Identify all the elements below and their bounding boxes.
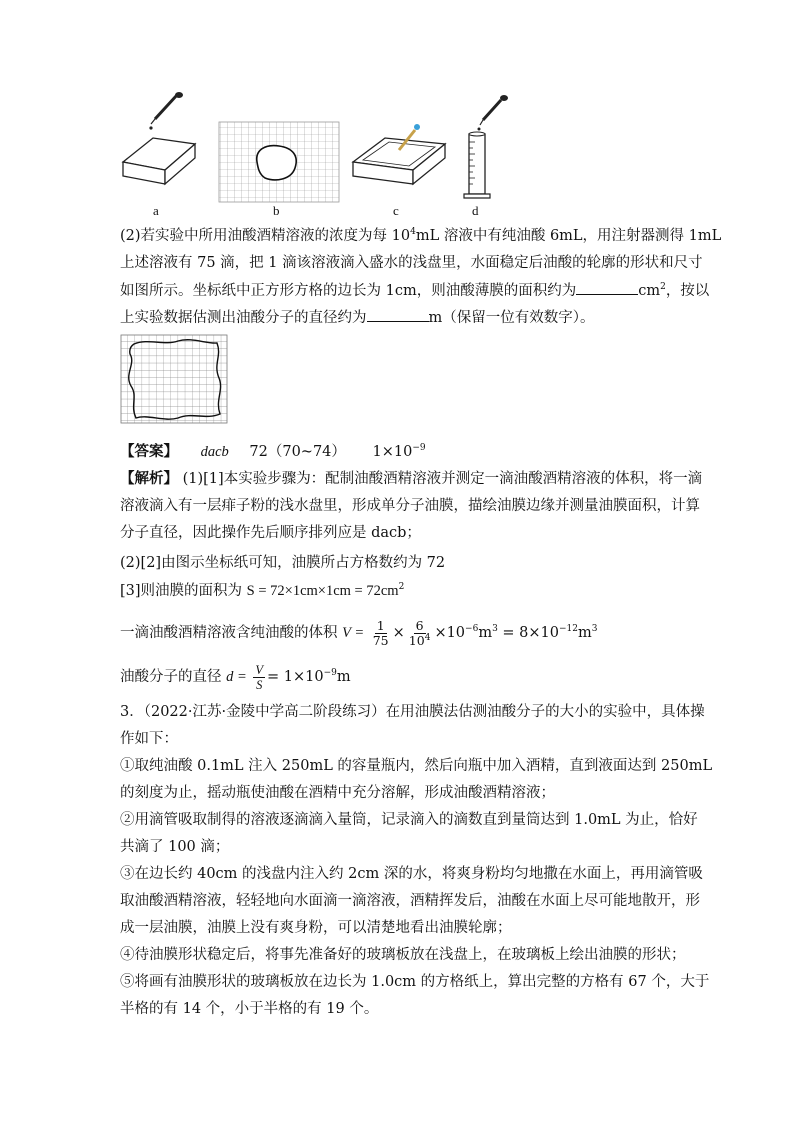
q2-line-4: 上实验数据估测出油酸分子的直径约为 m（保留一位有效数字）。 xyxy=(120,307,595,328)
q2-line-2: 上述溶液有 75 滴，把 1 滴该溶液滴入盛水的浅盘里，水面稳定后油酸的轮廓的形状和尺寸 xyxy=(120,255,703,271)
q3-step-3a: ③在边长约 40cm 的浅盘内注入约 2cm 深的水，将爽身粉均匀地撒在水面上，再用滴管吸 xyxy=(120,866,703,882)
q3-step-3c: 成一层油膜，油膜上没有爽身粉，可以清楚地看出油膜轮廓； xyxy=(120,920,512,936)
q3-step-2a: ②用滴管吸取制得的溶液逐滴滴入量筒，记录滴入的滴数直到量筒达到 1.0mL 为止，恰好 xyxy=(120,812,698,828)
figure-caption-a: a xyxy=(153,203,159,218)
q3-step-5a: ⑤将画有油膜形状的玻璃板放在边长为 1.0cm 的方格纸上，算出完整的方格有 67 个，大于 xyxy=(120,974,710,990)
q3-line-2: 作如下： xyxy=(120,731,178,747)
analysis-line-5: [3]则油膜的面积为 $S = 72\times 1cm\times 1cm = 72cm^2$ xyxy=(120,582,405,599)
oil-film-figure xyxy=(120,334,228,424)
q3-line-1: 3．（2022·江苏·金陵中学高二阶段练习）在用油膜法估测油酸分子的大小的实验中，具体操 xyxy=(120,704,705,720)
answer-blank-diameter xyxy=(367,307,429,322)
analysis-line-4: (2)[2]由图示坐标纸可知，油膜所占方格数约为 72 xyxy=(120,555,446,571)
analysis-label: 【解析】 xyxy=(120,470,178,487)
figure-caption-b: b xyxy=(273,203,280,218)
figure-d-cylinder-dropper xyxy=(464,95,508,198)
analysis-line-2: 溶液滴入有一层痱子粉的浅水盘里，形成单分子油膜，描绘油膜边缘并测量油膜面积，计算 xyxy=(120,498,700,514)
analysis-line-7: 油酸分子的直径 d = $\frac{V}{S}$ = $1\times 10^{-9}m$ xyxy=(120,662,351,692)
q2-line-1: (2)若实验中所用油酸酒精溶液的浓度为每 $10^4mL$ 溶液中有纯油酸 6mL，用注射器测得 1mL xyxy=(120,227,722,244)
answer-label: 【答案】 xyxy=(120,443,178,460)
figure-b-grid-outline xyxy=(219,122,339,202)
figure-caption-d: d xyxy=(472,203,479,218)
q3-step-4: ④待油膜形状稳定后，将事先准备好的玻璃板放在浅盘上，在玻璃板上绘出油膜的形状； xyxy=(120,947,686,963)
figure-a-tray-dropper xyxy=(123,92,195,184)
answer-blank-area xyxy=(576,280,638,295)
figure-c-plate-pen xyxy=(353,124,445,184)
q3-step-1a: ①取纯油酸 0.1mL 注入 250mL 的容量瓶内，然后向瓶中加入酒精，直到液面达到 250mL xyxy=(120,758,713,774)
analysis-line-3: 分子直径，因此操作先后顺序排列应是 dacb； xyxy=(120,525,421,541)
q3-step-2b: 共滴了 100 滴； xyxy=(120,839,230,855)
analysis-line-1: 【解析】 (1)[1]本实验步骤为：配制油酸酒精溶液并测定一滴油酸酒精溶液的体积，将一滴 xyxy=(120,470,703,487)
q3-step-5b: 半格的有 14 个，小于半格的有 19 个。 xyxy=(120,1001,379,1017)
q3-step-3b: 取油酸酒精溶液，轻轻地向水面滴一滴溶液，酒精挥发后，油酸在水面上尽可能地散开，形 xyxy=(120,893,700,909)
answer-line: 【答案】 dacb 72（70~74） $1\times 10^{-9}$ xyxy=(120,443,426,460)
figure-caption-c: c xyxy=(393,203,399,218)
q2-line-3: 如图所示。坐标纸中正方形方格的边长为 1cm，则油酸薄膜的面积约为 $cm^2$，按以 xyxy=(120,280,709,301)
experiment-figure xyxy=(115,92,525,204)
q3-step-1b: 的刻度为止，摇动瓶使油酸在酒精中充分溶解，形成油酸酒精溶液； xyxy=(120,785,555,801)
analysis-line-6: 一滴油酸酒精溶液含纯油酸的体积 V = $\frac{1}{75}$ × $\frac{6}{10^4}$ $\times 10^{-6}m^3 = 8\times 10^{-12}m^3$ xyxy=(120,617,598,648)
